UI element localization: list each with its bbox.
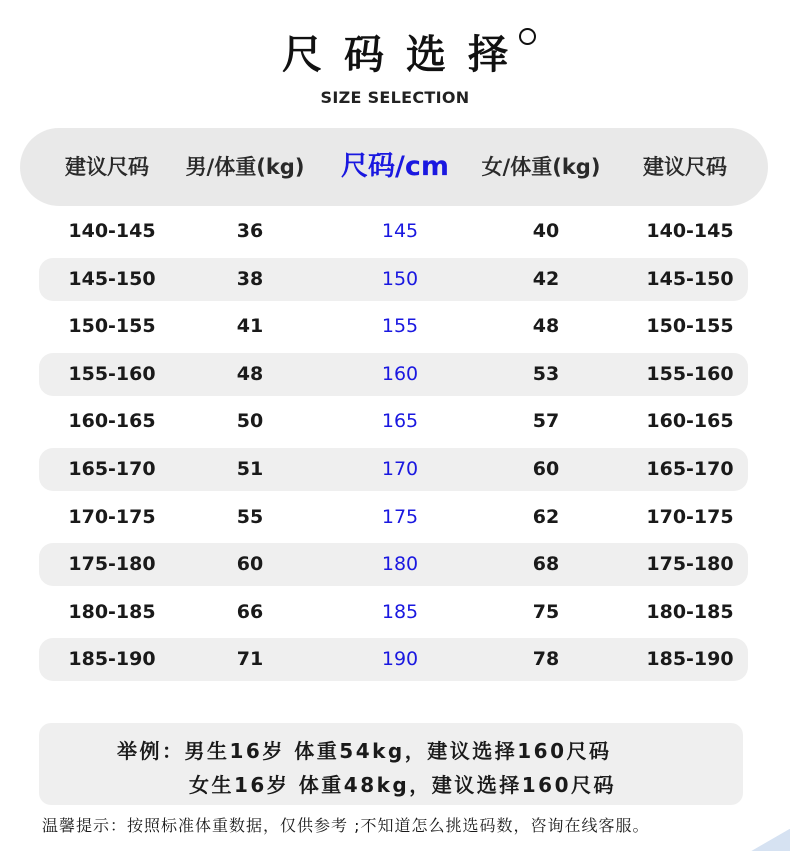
- cell-female-weight: 48: [532, 315, 560, 338]
- cell-suggested-size-left: 170-175: [68, 505, 156, 528]
- example-line-1: 举例：男生16岁 体重54kg，建议选择160尺码: [117, 739, 612, 763]
- cell-suggested-size-left: 185-190: [68, 648, 156, 671]
- cell-size-cm: 175: [381, 505, 419, 528]
- cell-size-cm: 145: [381, 220, 419, 242]
- tip-note: 温馨提示：按照标准体重数据，仅供参考 ;不知道怎么挑选码数，咨询在线客服。: [42, 816, 650, 835]
- cell-female-weight: 53: [532, 362, 560, 385]
- cell-male-weight: 55: [236, 505, 264, 528]
- cell-suggested-size-right: 170-175: [646, 505, 734, 528]
- cell-suggested-size-left: 155-160: [68, 362, 156, 385]
- corner-decoration: [750, 829, 790, 851]
- table-row: [39, 543, 748, 586]
- cell-size-cm: 185: [381, 600, 419, 623]
- cell-suggested-size-left: 180-185: [68, 600, 156, 623]
- degree-circle-icon: [519, 28, 536, 45]
- cell-size-cm: 155: [381, 315, 419, 338]
- table-row: [39, 400, 748, 443]
- cell-male-weight: 41: [236, 315, 264, 338]
- cell-male-weight: 66: [236, 600, 264, 623]
- example-box: [39, 723, 743, 805]
- page-subtitle: SIZE SELECTION: [320, 88, 470, 107]
- cell-suggested-size-left: 140-145: [68, 220, 156, 242]
- size-table-header: [20, 128, 768, 206]
- page-title-text: 尺码选择: [282, 32, 530, 78]
- cell-suggested-size-right: 140-145: [646, 220, 734, 242]
- cell-suggested-size-left: 145-150: [68, 267, 156, 290]
- table-row: [39, 638, 748, 681]
- cell-male-weight: 48: [236, 362, 264, 385]
- header-suggested-size-right: 建议尺码: [643, 155, 727, 179]
- header-suggested-size-left: 建议尺码: [65, 155, 149, 179]
- example-line-2: 女生16岁 体重48kg，建议选择160尺码: [189, 773, 616, 797]
- cell-suggested-size-right: 150-155: [646, 315, 734, 338]
- title-wrap: [0, 30, 790, 80]
- cell-male-weight: 51: [236, 458, 264, 480]
- cell-male-weight: 50: [236, 410, 264, 433]
- cell-size-cm: 160: [381, 362, 419, 385]
- header-size-cm: 尺码/cm: [341, 151, 449, 182]
- page-title: [260, 30, 530, 80]
- table-row: [39, 591, 748, 634]
- cell-size-cm: 180: [381, 553, 419, 576]
- cell-female-weight: 40: [532, 220, 560, 242]
- cell-male-weight: 38: [236, 267, 264, 290]
- cell-male-weight: 60: [236, 553, 264, 576]
- table-row: [39, 496, 748, 539]
- cell-suggested-size-right: 185-190: [646, 648, 734, 671]
- cell-female-weight: 42: [532, 267, 560, 290]
- cell-size-cm: 150: [381, 267, 419, 290]
- cell-suggested-size-right: 145-150: [646, 267, 734, 290]
- table-row: [39, 353, 748, 396]
- cell-suggested-size-right: 160-165: [646, 410, 734, 433]
- cell-size-cm: 165: [381, 410, 419, 433]
- header-female-weight: 女/体重(kg): [481, 155, 601, 179]
- header-male-weight: 男/体重(kg): [185, 155, 305, 179]
- cell-size-cm: 190: [381, 648, 419, 671]
- cell-suggested-size-right: 165-170: [646, 458, 734, 480]
- cell-suggested-size-right: 155-160: [646, 362, 734, 385]
- cell-female-weight: 57: [532, 410, 560, 433]
- table-row: [39, 448, 748, 491]
- cell-male-weight: 71: [236, 648, 264, 671]
- cell-female-weight: 68: [532, 553, 560, 576]
- cell-female-weight: 78: [532, 648, 560, 671]
- cell-suggested-size-left: 175-180: [68, 553, 156, 576]
- table-row: [39, 210, 748, 253]
- cell-female-weight: 62: [532, 505, 560, 528]
- cell-female-weight: 75: [532, 600, 560, 623]
- cell-suggested-size-right: 180-185: [646, 600, 734, 623]
- table-row: [39, 258, 748, 301]
- cell-female-weight: 60: [532, 458, 560, 480]
- cell-suggested-size-left: 150-155: [68, 315, 156, 338]
- cell-size-cm: 170: [381, 458, 419, 480]
- table-row: [39, 305, 748, 348]
- cell-suggested-size-right: 175-180: [646, 553, 734, 576]
- cell-suggested-size-left: 160-165: [68, 410, 156, 433]
- cell-male-weight: 36: [236, 220, 264, 242]
- cell-suggested-size-left: 165-170: [68, 458, 156, 480]
